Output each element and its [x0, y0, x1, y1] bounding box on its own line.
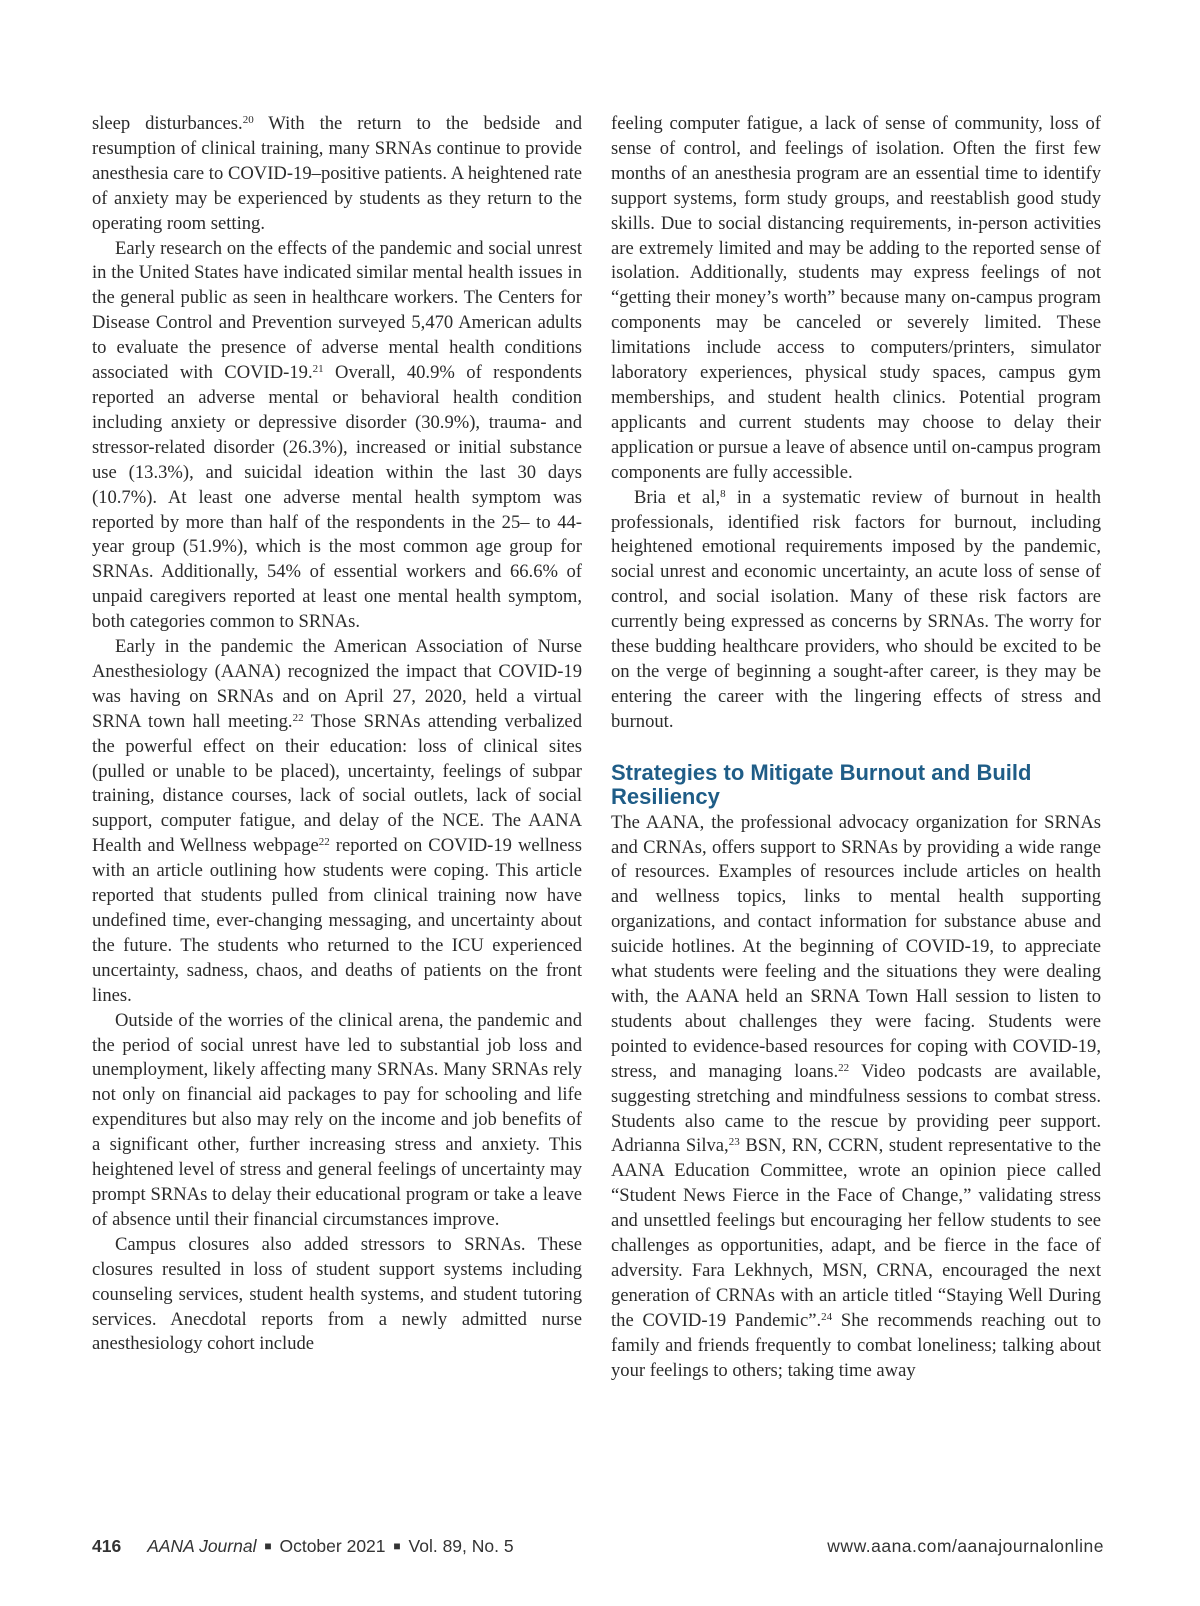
right-column [611, 112, 1101, 1384]
separator-icon: ■ [264, 1539, 272, 1553]
citation-ref: 21 [312, 363, 324, 376]
paragraph: Campus closures also added stressors to SRNAs. These closures resulted in loss of student support systems including counseling services, student health systems, and student tutoring services. Anecdotal reports from a newly admitted nurse anesthesiology cohort include [92, 1233, 582, 1355]
citation-ref: 20 [242, 114, 254, 126]
issue-date: October 2021 [279, 1536, 386, 1556]
paragraph: sleep disturbances.$^{20}$ With the return to the bedside and resumption of clinical training, many SRNAs continue to provide anesthesia care to COVID-19–positive patients. A heightened rate of anxiety may be experienced by students as they return to the operating room setting. [92, 113, 582, 234]
paragraph: The AANA, the professional advocacy organization for SRNAs and CRNAs, offers support to SRNAs by providing a wide range of resources. Examples of resources include articles on health and wellness topics, links to mental health supporting organizations, and contact information for substance abuse and suicide hotlines. At the beginning of COVID-19, to appreciate what students were feeling and the situations they were dealing with, the AANA held an SRNA Town Hall session to listen to students about challenges they were facing. Students were pointed to evidence-based resources for coping with COVID-19, stress, and managing loans.$^{22}$ Video podcasts are available, suggesting stretching and mindfulness sessions to combat stress. Students also came to the rescue by providing peer support. Adrianna Silva,$^{23}$ BSN, RN, CCRN, student representative to the AANA Education Committee, wrote an opinion piece called “Student News Fierce in the Face of Change,” validating stress and unsettled feelings but encouraging her fellow students to see challenges as opportunities, adapt, and be fierce in the face of adversity. Fara Lekhnych, MSN, CRNA, encouraged the next generation of CRNAs with an article titled “Staying Well During the COVID-19 Pandemic”.$^{24}$ She recommends reaching out to family and friends frequently to combat loneliness; talking about your feelings to others; taking time away [611, 811, 1102, 1381]
paragraph: Bria et al,$^8$ in a systematic review of burnout in health professionals, identified risk factors for burnout, including heightened emotional requirements imposed by the pandemic, social unrest and economic uncertainty, an acute loss of sense of control, and social isolation. Many of these risk factors are currently being expressed as concerns by SRNAs. The worry for these budding healthcare providers, who should be excited to be on the verge of beginning a sought-after career, is they may be entering the career with the lingering effects of stress and burnout. [611, 486, 1101, 732]
citation-ref: 22 [318, 836, 330, 849]
footer-citation [92, 1536, 514, 1557]
citation-ref: 8 [720, 487, 726, 500]
journal-url: www.aana.com/aanajournalonline [827, 1536, 1104, 1556]
journal-name: AANA Journal [147, 1536, 257, 1556]
citation-ref: 22 [292, 711, 304, 724]
volume-number: Vol. 89, No. 5 [408, 1536, 514, 1556]
paragraph: Outside of the worries of the clinical arena, the pandemic and the period of social unrest have led to substantial job loss and unemployment, likely affecting many SRNAs. Many SRNAs rely not only on financial aid packages to pay for schooling and life expenditures but also may rely on the income and job benefits of a significant other, further increasing stress and anxiety. This heightened level of stress and general feelings of uncertainty may prompt SRNAs to delay their educational program or take a leave of absence until their financial circumstances improve. [92, 1009, 582, 1230]
paragraph: Early research on the effects of the pandemic and social unrest in the United States have indicated similar mental health issues in the general public as seen in healthcare workers. The Centers for Disease Control and Prevention surveyed 5,470 American adults to evaluate the presence of adverse mental health conditions associated with COVID-19.21 Overall, 40.9% of respondents reported an adverse mental or behavioral health condition including anxiety or depressive disorder (30.9%), trauma- and stressor-related disorder (26.3%), increased or initial substance use (13.3%), and suicidal ideation within the last 30 days (10.7%). At least one adverse mental health symptom was reported by more than half of the respondents in the 25– to 44-year group (51.9%), which is the most common age group for SRNAs. Additionally, 54% of essential workers and 66.6% of unpaid caregivers reported at least one mental health symptom, both categories common to SRNAs. [92, 237, 582, 633]
page-footer [92, 1536, 1104, 1560]
citation-ref: 23 [728, 1136, 740, 1149]
left-column [92, 112, 582, 1357]
page-number: 416 [92, 1536, 122, 1556]
citation-ref: 24 [821, 1310, 833, 1323]
separator-icon: ■ [393, 1539, 401, 1553]
paragraph: Early in the pandemic the American Association of Nurse Anesthesiology (AANA) recognized the impact that COVID-19 was having on SRNAs and on April 27, 2020, held a virtual SRNA town hall meeting.$^{22}$ Those SRNAs attending verbalized the powerful effect on their education: loss of clinical sites (pulled or unable to be placed), uncertainty, feelings of subpar training, distance courses, lack of social outlets, lack of social support, computer fatigue, and delay of the NCE. The AANA Health and Wellness webpage$^{22}$ reported on COVID-19 wellness with an article outlining how students were coping. This article reported that students pulled from clinical training now have undefined time, ever-changing messaging, and uncertainty about the future. The students who returned to the ICU experienced uncertainty, sadness, chaos, and deaths of patients on the front lines. [92, 636, 582, 1006]
citation-ref: 22 [838, 1061, 850, 1074]
section-heading: Strategies to Mitigate Burnout and Build Resiliency [611, 759, 1032, 809]
paragraph: feeling computer fatigue, a lack of sense of community, loss of sense of control, and feelings of isolation. Often the first few months of an anesthesia program are an essential time to identify support systems, form study groups, and reestablish good study skills. Due to social distancing requirements, in-person activities are extremely limited and may be adding to the reported sense of isolation. Additionally, students may express feelings of not “getting their money’s worth” because many on-campus program components may be canceled or severely limited. These limitations include access to computers/printers, simulator laboratory experiences, physical study spaces, campus gym memberships, and student health clinics. Potential program applicants and current students may choose to delay their application or pursue a leave of absence until on-campus program components are fully accessible. [611, 113, 1101, 483]
